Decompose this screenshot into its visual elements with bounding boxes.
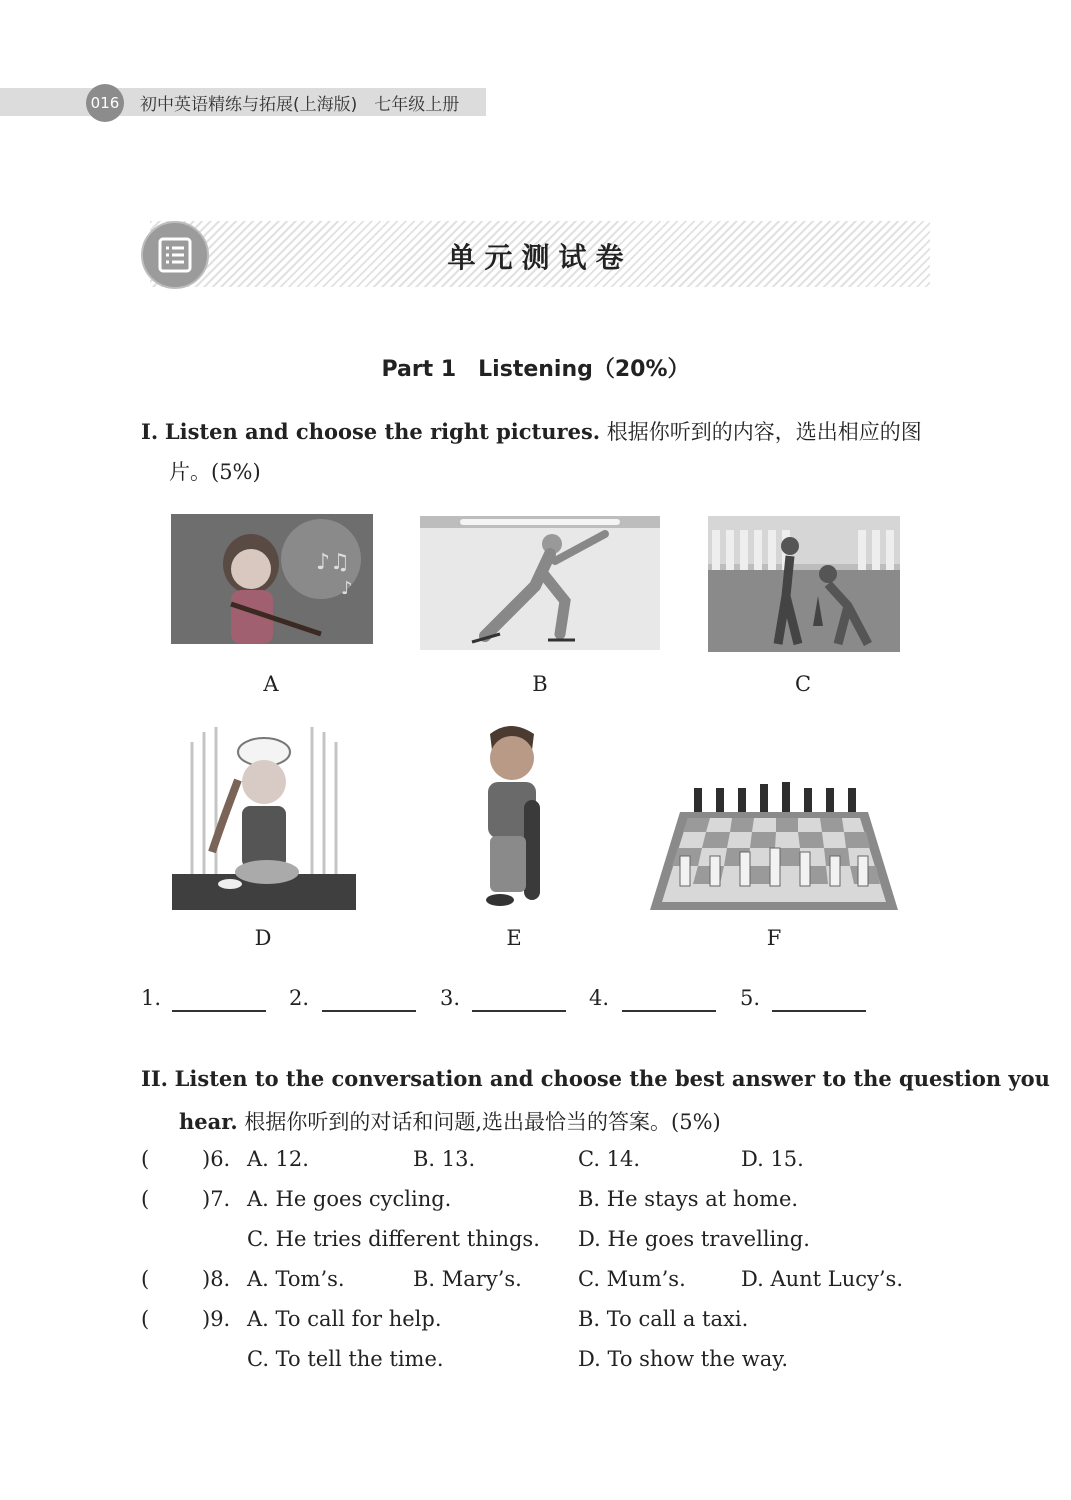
section2-heading-2: [179, 1106, 721, 1136]
q6-option-d[interactable]: D. 15.: [741, 1147, 804, 1171]
answer-blank-1[interactable]: [172, 1010, 266, 1012]
q8-number[interactable]: )8.: [202, 1267, 231, 1291]
q6-option-b[interactable]: B. 13.: [413, 1147, 476, 1171]
picture-b-label: B: [532, 672, 548, 696]
picture-d: [172, 722, 356, 910]
section1-title-en: Listen and choose the right pictures.: [164, 419, 601, 444]
q7-option-d[interactable]: D. He goes travelling.: [578, 1227, 810, 1251]
svg-text:♪♫: ♪♫: [316, 550, 350, 575]
page-number: 016: [86, 84, 124, 122]
section1-heading: [141, 416, 922, 446]
svg-text:♪: ♪: [341, 578, 353, 599]
book-title: 初中英语精练与拓展(上海版) 七年级上册: [140, 95, 460, 115]
section2-heading: [141, 1066, 1050, 1091]
q9-option-d[interactable]: D. To show the way.: [578, 1347, 789, 1371]
section1-title-cn: 根据你听到的内容，选出相应的图: [606, 420, 922, 444]
picture-f: [650, 782, 898, 910]
q8-option-c[interactable]: C. Mum’s.: [578, 1267, 686, 1291]
picture-c-label: C: [794, 672, 812, 696]
q8-paren: (: [141, 1267, 150, 1291]
picture-e: [472, 720, 554, 912]
section1-number: I.: [141, 419, 159, 444]
q7-paren: (: [141, 1187, 150, 1211]
blank-4-number: 4.: [589, 986, 610, 1010]
part-title: Part 1 Listening（20%）: [381, 357, 690, 382]
answer-blank-3[interactable]: [472, 1010, 566, 1012]
q8-option-a[interactable]: A. Tom’s.: [247, 1267, 345, 1291]
picture-b: [420, 516, 660, 650]
picture-d-label: D: [254, 926, 272, 950]
blank-1-number: 1.: [141, 986, 162, 1010]
section1-title-cn-2: 片。(5%): [169, 460, 261, 484]
picture-f-label: F: [766, 926, 782, 950]
q9-option-c[interactable]: C. To tell the time.: [247, 1347, 444, 1371]
q8-option-d[interactable]: D. Aunt Lucy’s.: [741, 1267, 903, 1291]
q6-number[interactable]: )6.: [202, 1147, 231, 1171]
q9-number[interactable]: )9.: [202, 1307, 231, 1331]
blank-2-number: 2.: [289, 986, 310, 1010]
q9-option-a[interactable]: A. To call for help.: [247, 1307, 442, 1331]
section2-title-cn: 根据你听到的对话和问题,选出最恰当的答案。(5%): [244, 1110, 721, 1134]
q7-option-a[interactable]: A. He goes cycling.: [247, 1187, 452, 1211]
q7-number[interactable]: )7.: [202, 1187, 231, 1211]
answer-blank-4[interactable]: [622, 1010, 716, 1012]
picture-a: [171, 514, 373, 644]
picture-a-label: A: [263, 672, 279, 696]
q6-option-a[interactable]: A. 12.: [247, 1147, 309, 1171]
q9-option-b[interactable]: B. To call a taxi.: [578, 1307, 749, 1331]
answer-blank-5[interactable]: [772, 1010, 866, 1012]
q8-option-b[interactable]: B. Mary’s.: [413, 1267, 522, 1291]
q7-option-b[interactable]: B. He stays at home.: [578, 1187, 799, 1211]
section2-title-en-1: Listen to the conversation and choose the best answer to the question you: [174, 1066, 1050, 1091]
banner-title: 单元测试卷: [447, 241, 633, 274]
section2-number: II.: [141, 1066, 168, 1091]
picture-c: [708, 516, 900, 652]
blank-5-number: 5.: [740, 986, 761, 1010]
q7-option-c[interactable]: C. He tries different things.: [247, 1227, 540, 1251]
q6-option-c[interactable]: C. 14.: [578, 1147, 641, 1171]
picture-e-label: E: [506, 926, 522, 950]
blank-3-number: 3.: [440, 986, 461, 1010]
section2-title-en-2: hear.: [179, 1109, 238, 1134]
q9-paren: (: [141, 1307, 150, 1331]
answer-blank-2[interactable]: [322, 1010, 416, 1012]
q6-paren: (: [141, 1147, 150, 1171]
